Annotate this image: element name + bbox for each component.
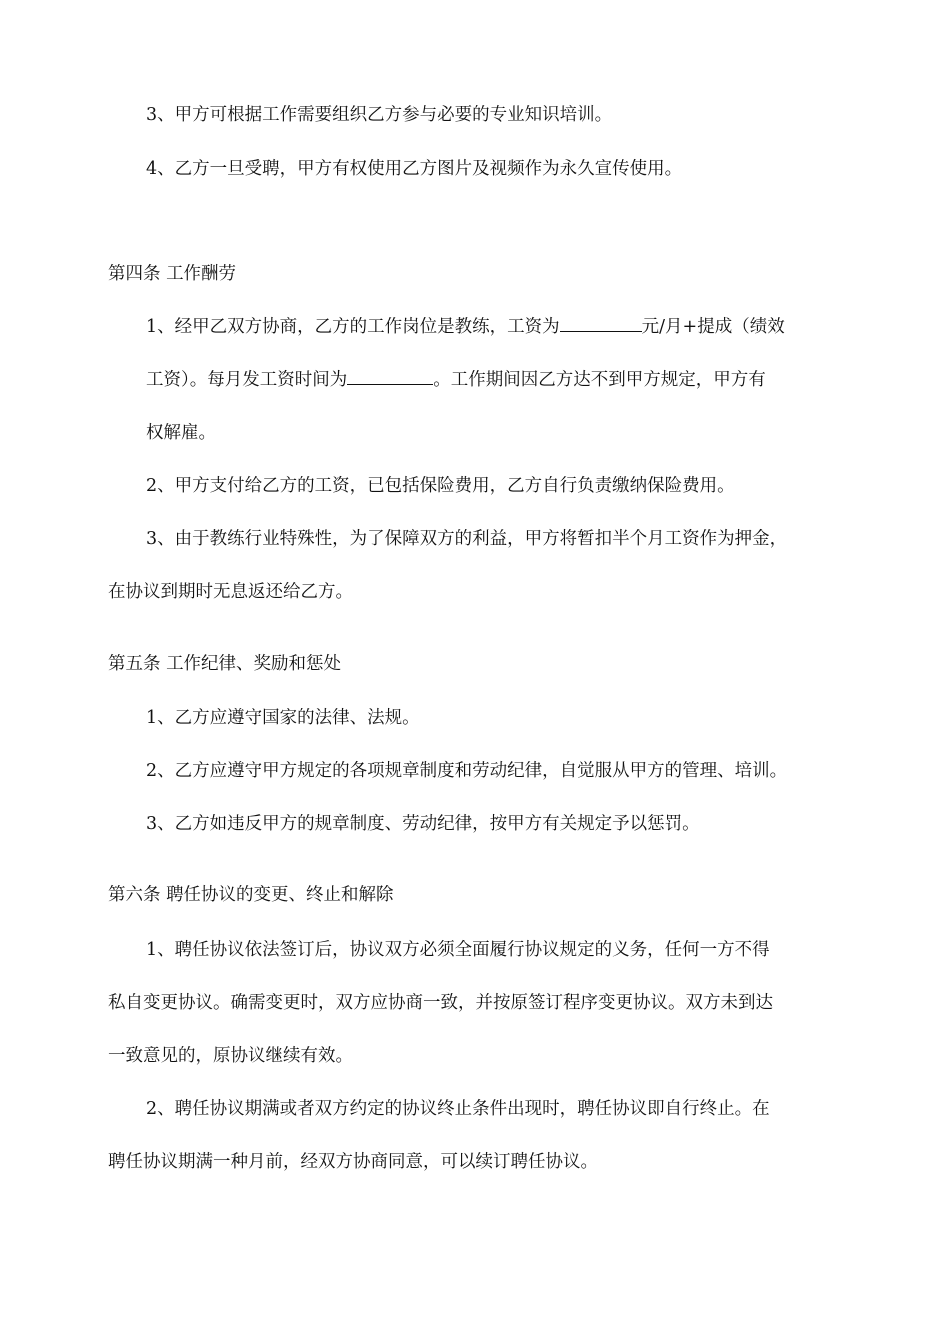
section-4-item-1-line-3: 权解雇。 xyxy=(146,423,216,443)
section-4-item-1-text-d: 。工作期间因乙方达不到甲方规定，甲方有 xyxy=(433,370,766,390)
section-5-item-3: 3、乙方如违反甲方的规章制度、劳动纪律，按甲方有关规定予以惩罚。 xyxy=(146,814,700,834)
clause-3-item-3: 3、甲方可根据工作需要组织乙方参与必要的专业知识培训。 xyxy=(146,105,613,125)
section-4-item-1-text-b: 元/月+提成（绩效 xyxy=(641,317,785,337)
section-6-item-2-line-1: 2、聘任协议期满或者双方约定的协议终止条件出现时，聘任协议即自行终止。在 xyxy=(146,1099,770,1119)
salary-blank xyxy=(560,315,642,332)
payday-blank xyxy=(347,368,433,385)
section-4-item-3-line-1: 3、由于教练行业特殊性，为了保障双方的利益，甲方将暂扣半个月工资作为押金， xyxy=(146,529,788,549)
section-4-item-1-text-a: 1、经甲乙双方协商，乙方的工作岗位是教练，工资为 xyxy=(146,317,560,337)
section-5-item-2: 2、乙方应遵守甲方规定的各项规章制度和劳动纪律，自觉服从甲方的管理、培训。 xyxy=(146,761,788,781)
section-4-item-1-text-c: 工资）。每月发工资时间为 xyxy=(146,370,348,390)
section-4-heading: 第四条 工作酬劳 xyxy=(108,264,237,284)
section-4-item-1-line-1 xyxy=(146,315,785,339)
section-6-heading: 第六条 聘任协议的变更、终止和解除 xyxy=(108,885,394,905)
section-4-item-3-line-2: 在协议到期时无息返还给乙方。 xyxy=(108,582,353,602)
section-4-item-2: 2、甲方支付给乙方的工资，已包括保险费用，乙方自行负责缴纳保险费用。 xyxy=(146,476,735,496)
section-6-item-1-line-1: 1、聘任协议依法签订后，协议双方必须全面履行协议规定的义务，任何一方不得 xyxy=(146,940,770,960)
section-6-item-1-line-3: 一致意见的，原协议继续有效。 xyxy=(108,1046,353,1066)
section-6-item-2-line-2: 聘任协议期满一种月前，经双方协商同意，可以续订聘任协议。 xyxy=(108,1152,598,1172)
clause-3-item-4: 4、乙方一旦受聘，甲方有权使用乙方图片及视频作为永久宣传使用。 xyxy=(146,159,683,179)
section-4-item-1-line-2 xyxy=(146,368,766,392)
section-5-item-1: 1、乙方应遵守国家的法律、法规。 xyxy=(146,708,420,728)
section-6-item-1-line-2: 私自变更协议。确需变更时，双方应协商一致，并按原签订程序变更协议。双方未到达 xyxy=(108,993,773,1013)
section-5-heading: 第五条 工作纪律、奖励和惩处 xyxy=(108,654,342,674)
